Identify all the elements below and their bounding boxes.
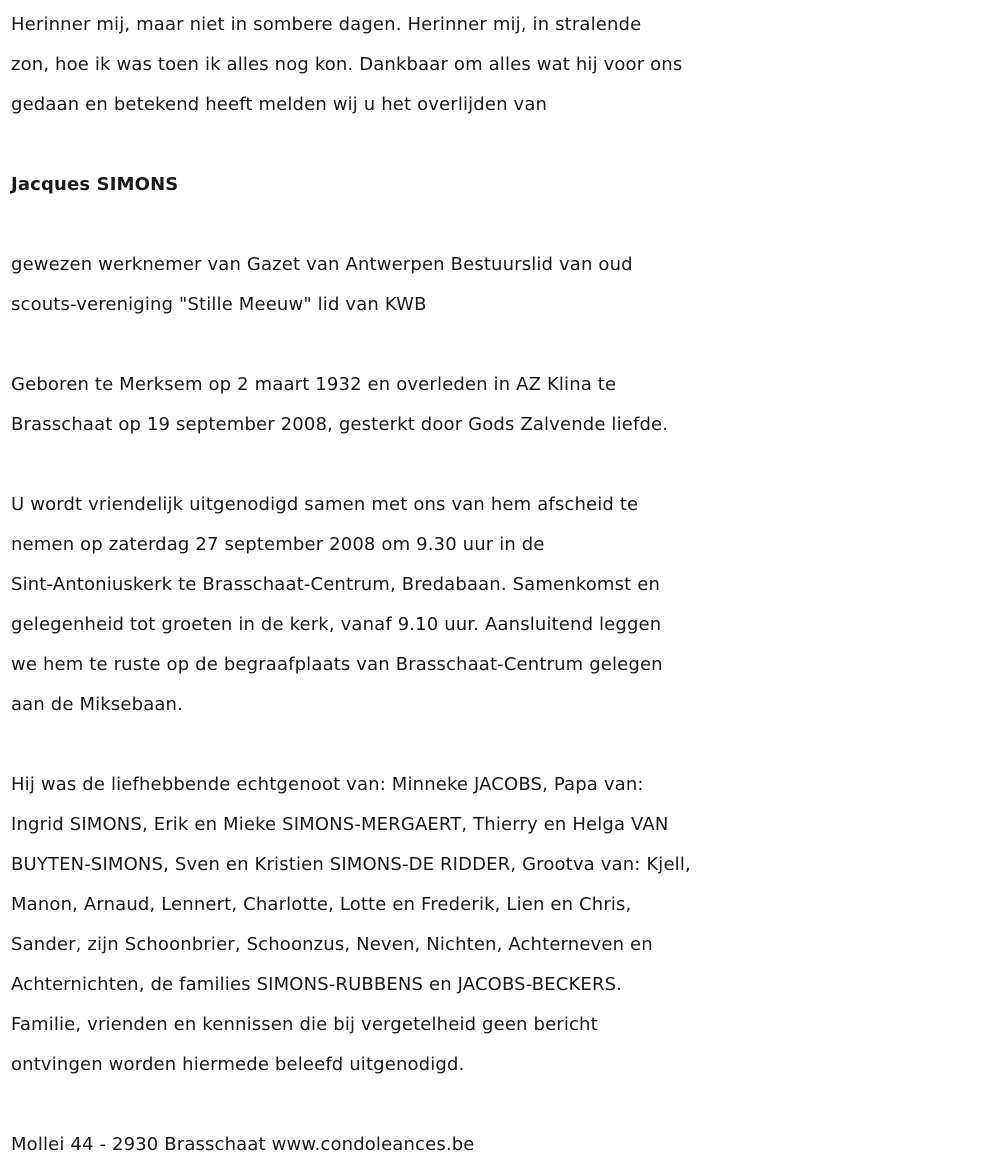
family-line: BUYTEN-SIMONS, Sven en Kristien SIMONS-DE RIDDER, Grootva van: Kjell, — [11, 854, 691, 875]
deceased-name: Jacques SIMONS — [11, 174, 179, 195]
birth-death-line: Brasschaat op 19 september 2008, gesterkt door Gods Zalvende liefde. — [11, 414, 669, 435]
paragraph-spacer — [11, 325, 991, 365]
paragraph-spacer — [11, 445, 991, 485]
obituary-document — [11, 5, 991, 1165]
paragraph-spacer — [11, 125, 991, 165]
family-line: Sander, zijn Schoonbrier, Schoonzus, Neven, Nichten, Achterneven en — [11, 934, 653, 955]
family-line: Familie, vrienden en kennissen die bij vergetelheid geen bericht — [11, 1014, 598, 1035]
intro-line: Herinner mij, maar niet in sombere dagen. Herinner mij, in stralende — [11, 14, 642, 35]
family-line: Hij was de liefhebbende echtgenoot van: Minneke JACOBS, Papa van: — [11, 774, 644, 795]
ceremony-line: nemen op zaterdag 27 september 2008 om 9.30 uur in de — [11, 534, 545, 555]
ceremony-paragraph — [11, 485, 991, 725]
footer-address: Mollei 44 - 2930 Brasschaat www.condoleances.be — [11, 1134, 475, 1155]
occupation-paragraph — [11, 245, 991, 325]
intro-paragraph — [11, 5, 991, 125]
family-line: Ingrid SIMONS, Erik en Mieke SIMONS-MERGAERT, Thierry en Helga VAN — [11, 814, 669, 835]
ceremony-line: aan de Miksebaan. — [11, 694, 183, 715]
ceremony-line: we hem te ruste op de begraafplaats van Brasschaat-Centrum gelegen — [11, 654, 663, 675]
family-paragraph — [11, 765, 991, 1085]
footer-paragraph — [11, 1125, 991, 1165]
ceremony-line: Sint-Antoniuskerk te Brasschaat-Centrum, Bredabaan. Samenkomst en — [11, 574, 660, 595]
occupation-line: gewezen werknemer van Gazet van Antwerpen Bestuurslid van oud — [11, 254, 633, 275]
occupation-line: scouts-vereniging "Stille Meeuw" lid van KWB — [11, 294, 427, 315]
family-line: Achternichten, de families SIMONS-RUBBENS en JACOBS-BECKERS. — [11, 974, 623, 995]
birth-death-paragraph — [11, 365, 991, 445]
intro-line: gedaan en betekend heeft melden wij u het overlijden van — [11, 94, 548, 115]
intro-line: zon, hoe ik was toen ik alles nog kon. Dankbaar om alles wat hij voor ons — [11, 54, 683, 75]
birth-death-line: Geboren te Merksem op 2 maart 1932 en overleden in AZ Klina te — [11, 374, 617, 395]
family-line: ontvingen worden hiermede beleefd uitgenodigd. — [11, 1054, 465, 1075]
paragraph-spacer — [11, 205, 991, 245]
ceremony-line: gelegenheid tot groeten in de kerk, vanaf 9.10 uur. Aansluitend leggen — [11, 614, 662, 635]
deceased-name-heading — [11, 165, 991, 205]
family-line: Manon, Arnaud, Lennert, Charlotte, Lotte en Frederik, Lien en Chris, — [11, 894, 632, 915]
ceremony-line: U wordt vriendelijk uitgenodigd samen met ons van hem afscheid te — [11, 494, 639, 515]
paragraph-spacer — [11, 1085, 991, 1125]
paragraph-spacer — [11, 725, 991, 765]
